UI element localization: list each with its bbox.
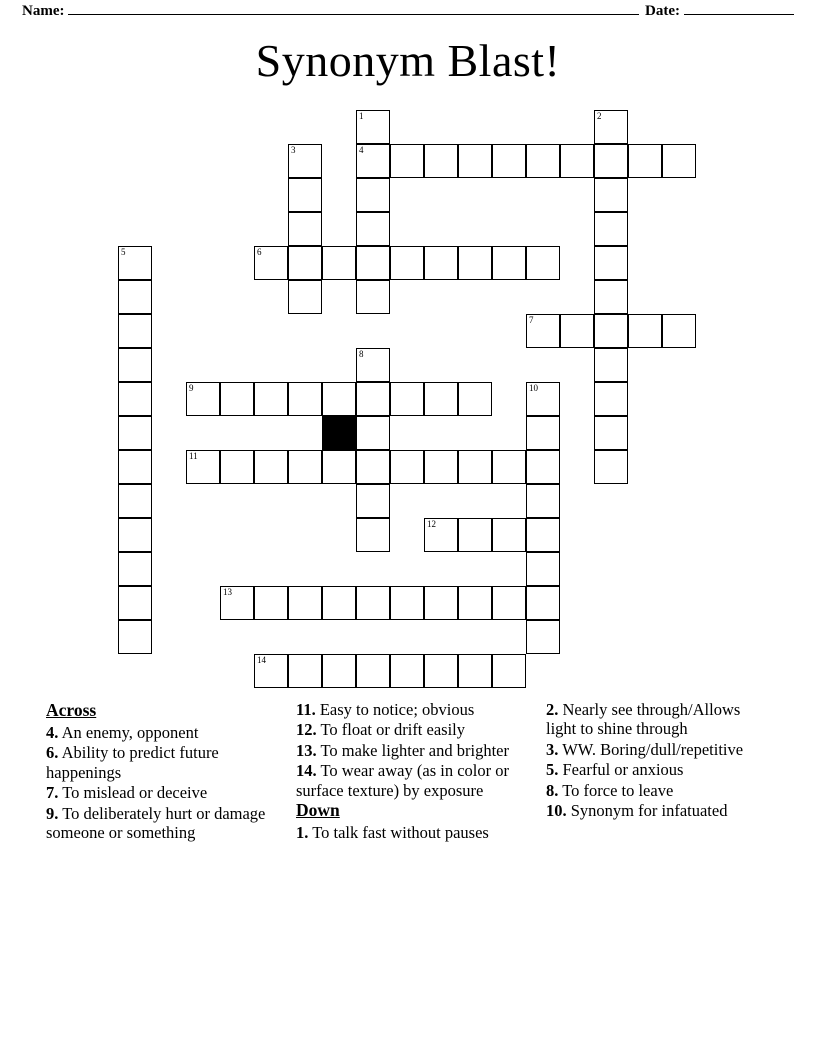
- grid-cell-blocked: [322, 416, 356, 450]
- grid-cell[interactable]: [390, 586, 424, 620]
- clue-number: 12.: [296, 720, 317, 740]
- grid-cell[interactable]: [356, 212, 390, 246]
- grid-cell[interactable]: [356, 110, 390, 144]
- clue-text: To talk fast without pauses: [308, 822, 489, 842]
- grid-cell[interactable]: [356, 654, 390, 688]
- grid-cell-number: 5: [121, 247, 126, 257]
- across-heading: Across: [46, 700, 97, 720]
- grid-cell[interactable]: [526, 518, 560, 552]
- grid-cell[interactable]: [356, 416, 390, 450]
- grid-cell-number: 14: [257, 655, 266, 665]
- grid-cell[interactable]: [118, 552, 152, 586]
- grid-cell[interactable]: [322, 382, 356, 416]
- grid-cell-number: 12: [427, 519, 436, 529]
- grid-cell[interactable]: [526, 246, 560, 280]
- grid-cell[interactable]: [628, 144, 662, 178]
- grid-cell[interactable]: [526, 484, 560, 518]
- grid-cell-number: 10: [529, 383, 538, 393]
- grid-cell[interactable]: [662, 144, 696, 178]
- clue-item: [296, 823, 522, 842]
- clue-number: 10.: [546, 801, 567, 821]
- worksheet-header: [22, 2, 794, 20]
- clue-item: [546, 801, 772, 820]
- grid-cell[interactable]: [254, 450, 288, 484]
- grid-cell[interactable]: [390, 246, 424, 280]
- grid-cell[interactable]: [628, 314, 662, 348]
- grid-cell[interactable]: [288, 450, 322, 484]
- clue-text: Easy to notice; obvious: [315, 700, 475, 719]
- grid-cell[interactable]: [390, 144, 424, 178]
- grid-cell[interactable]: [526, 620, 560, 654]
- clue-number: 1.: [296, 822, 309, 842]
- grid-cell[interactable]: [288, 144, 322, 178]
- grid-cell[interactable]: [594, 178, 628, 212]
- grid-cell[interactable]: [356, 348, 390, 382]
- grid-cell[interactable]: [594, 382, 628, 416]
- grid-cell[interactable]: [356, 450, 390, 484]
- grid-cell[interactable]: [560, 144, 594, 178]
- grid-cell[interactable]: [594, 246, 628, 280]
- grid-cell[interactable]: [594, 416, 628, 450]
- grid-cell[interactable]: [254, 246, 288, 280]
- grid-cell[interactable]: [288, 178, 322, 212]
- grid-cell[interactable]: [288, 586, 322, 620]
- clue-item: [546, 700, 772, 739]
- grid-cell[interactable]: [356, 586, 390, 620]
- grid-cell[interactable]: [594, 450, 628, 484]
- grid-cell[interactable]: [118, 484, 152, 518]
- grid-cell[interactable]: [118, 246, 152, 280]
- grid-cell[interactable]: [458, 450, 492, 484]
- grid-cell[interactable]: [594, 212, 628, 246]
- clue-item: [46, 783, 272, 802]
- clue-item: [46, 804, 272, 843]
- clue-text: To force to leave: [558, 780, 674, 800]
- crossword-grid[interactable]: [0, 110, 816, 690]
- grid-cell[interactable]: [254, 654, 288, 688]
- grid-cell[interactable]: [458, 382, 492, 416]
- grid-cell[interactable]: [390, 450, 424, 484]
- grid-cell-number: 11: [189, 451, 198, 461]
- grid-cell[interactable]: [288, 280, 322, 314]
- grid-cell[interactable]: [322, 654, 356, 688]
- grid-cell[interactable]: [526, 382, 560, 416]
- clue-item: [546, 781, 772, 800]
- clue-text: To float or drift easily: [316, 720, 466, 740]
- grid-cell[interactable]: [594, 348, 628, 382]
- grid-cell[interactable]: [356, 518, 390, 552]
- grid-cell[interactable]: [458, 246, 492, 280]
- clue-number: 14.: [296, 761, 317, 781]
- clue-number: 8.: [546, 780, 559, 800]
- grid-cell[interactable]: [118, 280, 152, 314]
- grid-cell[interactable]: [526, 314, 560, 348]
- grid-cell[interactable]: [118, 518, 152, 552]
- clue-item: [296, 700, 522, 719]
- grid-cell[interactable]: [424, 246, 458, 280]
- grid-cell[interactable]: [118, 450, 152, 484]
- across-clues: [46, 700, 522, 842]
- grid-cell[interactable]: [526, 144, 560, 178]
- grid-cell[interactable]: [594, 314, 628, 348]
- grid-cell[interactable]: [424, 144, 458, 178]
- grid-cell[interactable]: [492, 144, 526, 178]
- grid-cell[interactable]: [118, 382, 152, 416]
- clue-list: [46, 700, 772, 1000]
- grid-cell[interactable]: [424, 382, 458, 416]
- grid-cell[interactable]: [492, 518, 526, 552]
- grid-cell-number: 2: [597, 111, 602, 121]
- clue-item: [546, 740, 772, 759]
- grid-cell-number: 7: [529, 315, 534, 325]
- clue-text: To deliberately hurt or damage someone or something: [46, 803, 266, 842]
- grid-cell[interactable]: [322, 450, 356, 484]
- grid-cell[interactable]: [356, 178, 390, 212]
- grid-cell[interactable]: [118, 416, 152, 450]
- grid-cell[interactable]: [458, 586, 492, 620]
- grid-cell[interactable]: [594, 144, 628, 178]
- grid-cell-number: 13: [223, 587, 232, 597]
- clue-item: [296, 720, 522, 739]
- grid-cell[interactable]: [424, 450, 458, 484]
- grid-cell-number: 3: [291, 145, 296, 155]
- clue-number: 13.: [296, 740, 317, 760]
- clue-number: 11.: [296, 700, 316, 719]
- clue-text: To mislead or deceive: [58, 783, 208, 803]
- grid-cell[interactable]: [186, 450, 220, 484]
- down-heading: Down: [296, 800, 340, 821]
- clue-number: 4.: [46, 722, 59, 742]
- grid-cell[interactable]: [492, 450, 526, 484]
- date-write-line[interactable]: [684, 2, 794, 15]
- grid-cell[interactable]: [288, 246, 322, 280]
- grid-cell[interactable]: [254, 382, 288, 416]
- grid-cell[interactable]: [424, 518, 458, 552]
- grid-cell[interactable]: [390, 382, 424, 416]
- grid-cell[interactable]: [254, 586, 288, 620]
- grid-cell[interactable]: [220, 586, 254, 620]
- grid-cell[interactable]: [526, 552, 560, 586]
- grid-cell-number: 1: [359, 111, 364, 121]
- grid-cell[interactable]: [118, 586, 152, 620]
- grid-cell[interactable]: [492, 654, 526, 688]
- clue-text: To wear away (as in color or surface texture) by exposure: [296, 761, 509, 800]
- name-write-line[interactable]: [68, 2, 639, 15]
- page-title: Synonym Blast!: [255, 35, 561, 86]
- clue-text: Ability to predict future happenings: [46, 743, 219, 782]
- clue-item: [46, 743, 272, 782]
- clue-number: 3.: [546, 739, 559, 759]
- grid-cell[interactable]: [594, 110, 628, 144]
- clue-number: 2.: [546, 700, 559, 719]
- grid-cell[interactable]: [118, 620, 152, 654]
- grid-cell[interactable]: [118, 348, 152, 382]
- grid-cell[interactable]: [526, 450, 560, 484]
- clue-text: Nearly see through/Allows light to shine through: [546, 700, 741, 739]
- grid-cell[interactable]: [526, 586, 560, 620]
- name-label: Name:: [22, 3, 65, 19]
- grid-cell[interactable]: [356, 280, 390, 314]
- grid-cell[interactable]: [424, 654, 458, 688]
- grid-cell[interactable]: [594, 280, 628, 314]
- clue-number: 5.: [546, 760, 559, 780]
- grid-cell-number: 8: [359, 349, 364, 359]
- clue-text: Synonym for infatuated: [566, 801, 728, 821]
- grid-cell[interactable]: [560, 314, 594, 348]
- clue-item: [296, 761, 522, 800]
- grid-cell[interactable]: [288, 212, 322, 246]
- grid-cell[interactable]: [322, 246, 356, 280]
- grid-cell-number: 6: [257, 247, 262, 257]
- grid-cell[interactable]: [492, 246, 526, 280]
- grid-cell[interactable]: [662, 314, 696, 348]
- grid-cell[interactable]: [492, 586, 526, 620]
- grid-cell[interactable]: [356, 484, 390, 518]
- grid-cell[interactable]: [186, 382, 220, 416]
- grid-cell-number: 4: [359, 145, 364, 155]
- date-label: Date:: [645, 3, 680, 19]
- clue-text: WW. Boring/dull/repetitive: [558, 739, 744, 759]
- grid-cell[interactable]: [288, 382, 322, 416]
- grid-cell[interactable]: [390, 654, 424, 688]
- grid-cell[interactable]: [356, 246, 390, 280]
- clue-text: To make lighter and brighter: [316, 740, 509, 760]
- clue-item: [46, 723, 272, 742]
- clue-text: Fearful or anxious: [558, 760, 684, 780]
- clue-item: [296, 741, 522, 760]
- grid-cell[interactable]: [356, 382, 390, 416]
- grid-cell[interactable]: [322, 586, 356, 620]
- grid-cell-number: 9: [189, 383, 194, 393]
- grid-cell[interactable]: [526, 416, 560, 450]
- clue-number: 9.: [46, 803, 59, 823]
- grid-cell[interactable]: [424, 586, 458, 620]
- grid-cell[interactable]: [288, 654, 322, 688]
- clue-text: An enemy, opponent: [58, 722, 199, 742]
- grid-cell[interactable]: [458, 654, 492, 688]
- grid-cell[interactable]: [118, 314, 152, 348]
- grid-cell[interactable]: [356, 144, 390, 178]
- clue-number: 7.: [46, 783, 59, 803]
- grid-cell[interactable]: [220, 382, 254, 416]
- grid-cell[interactable]: [220, 450, 254, 484]
- grid-cell[interactable]: [458, 144, 492, 178]
- clue-number: 6.: [46, 743, 59, 763]
- grid-cell[interactable]: [458, 518, 492, 552]
- clue-item: [546, 760, 772, 779]
